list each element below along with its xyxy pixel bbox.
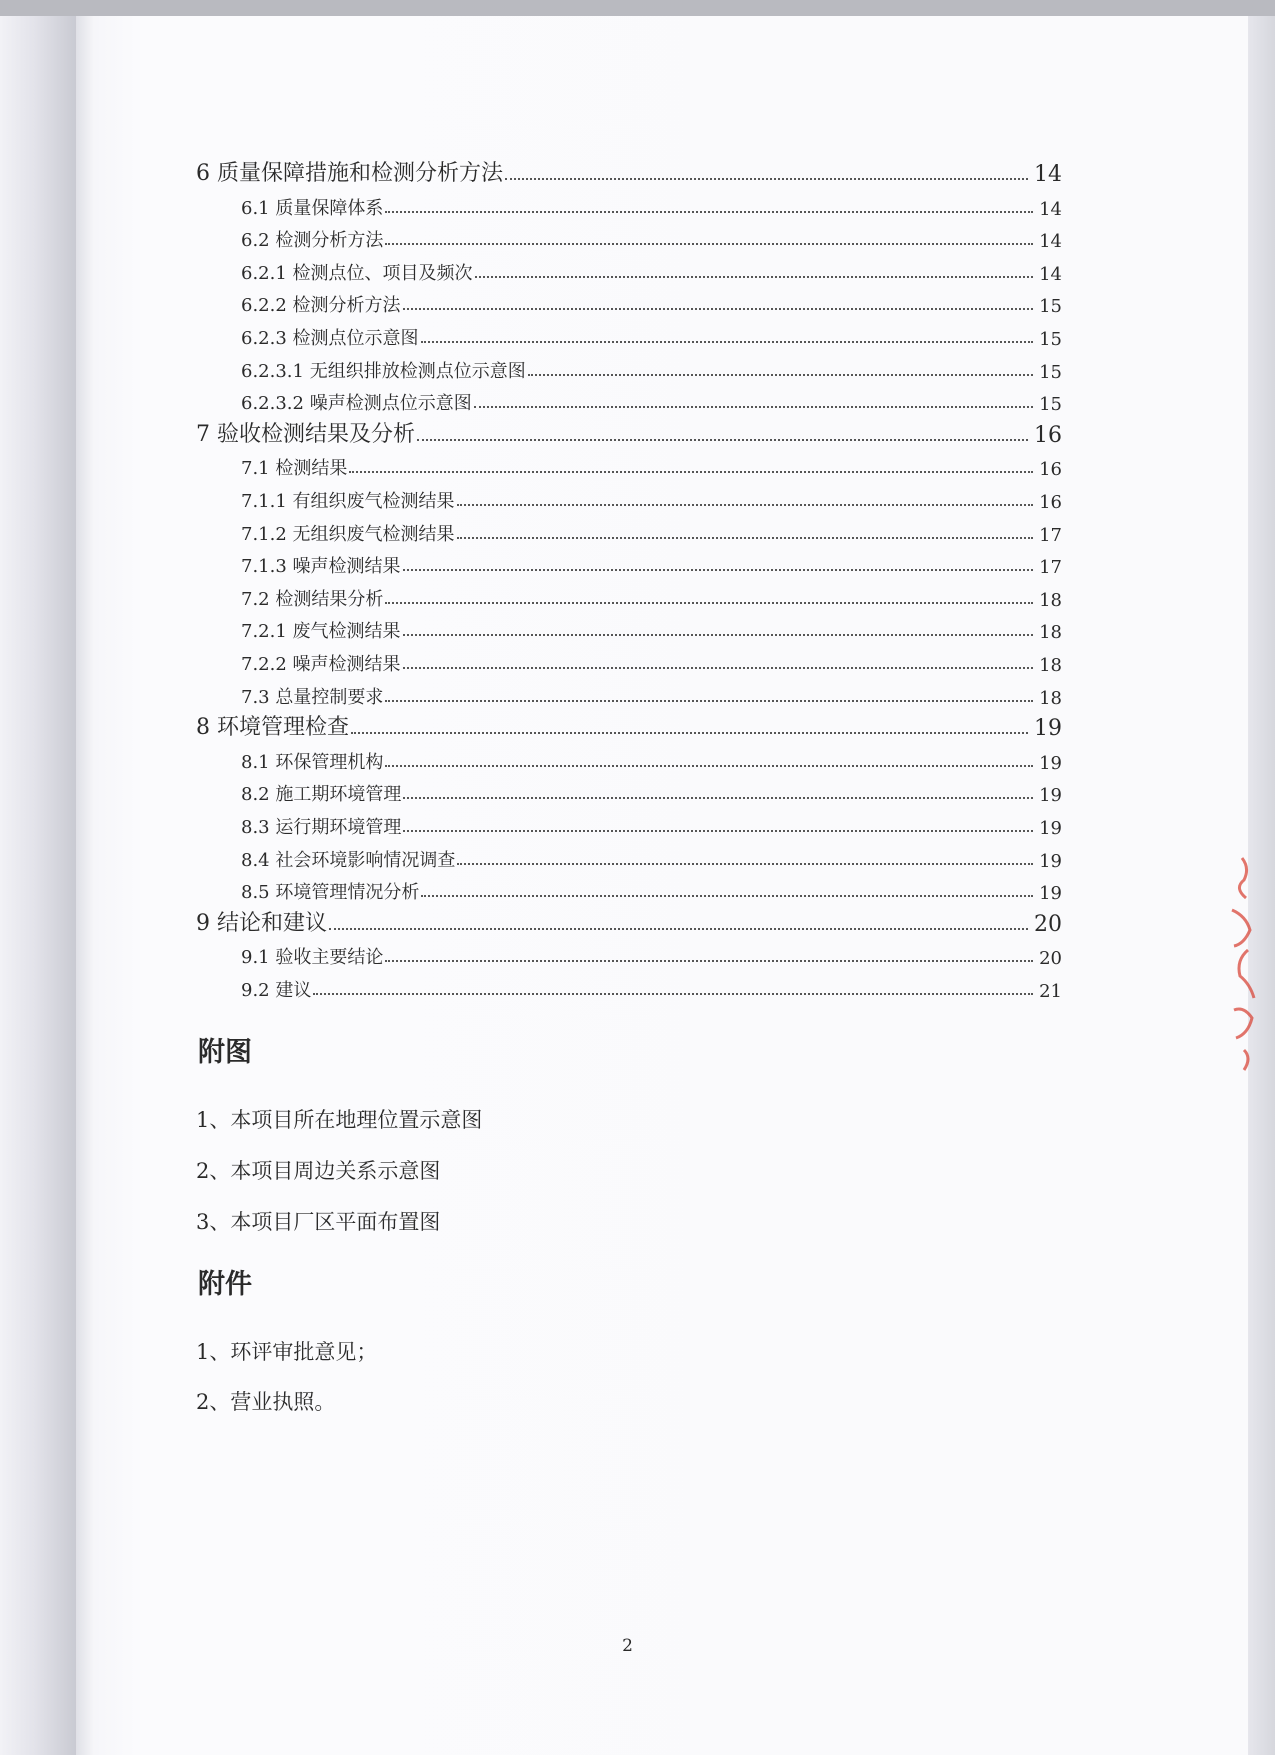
- toc-entry-title: 9 结论和建议: [196, 910, 327, 936]
- binding-spine: [0, 16, 76, 1755]
- toc-dot-leader: [385, 602, 1033, 604]
- toc-entry-title: 6 质量保障措施和检测分析方法: [196, 161, 503, 186]
- toc-dot-leader: [475, 276, 1034, 278]
- toc-chapter-row: [196, 907, 1062, 937]
- attachments-heading: 附件: [198, 1269, 252, 1300]
- toc-dot-leader: [351, 732, 1028, 734]
- toc-section-row: [241, 581, 1062, 611]
- toc-dot-leader: [349, 471, 1033, 473]
- toc-entry-page: 17: [1039, 557, 1062, 579]
- toc-entry-title: 6.2.2 检测分析方法: [241, 295, 401, 317]
- toc-dot-leader: [421, 895, 1033, 897]
- toc-entry-title: 7.1 检测结果: [241, 458, 348, 480]
- toc-entry-page: 21: [1039, 981, 1062, 1002]
- toc-dot-leader: [403, 634, 1034, 636]
- toc-section-row: [241, 287, 1062, 317]
- figure-item: 1、本项目所在地理位置示意图: [196, 1108, 483, 1132]
- toc-entry-page: 19: [1039, 752, 1062, 774]
- toc-dot-leader: [403, 569, 1034, 571]
- toc-entry-page: 14: [1034, 162, 1062, 187]
- toc-entry-title: 7.1.3 噪声检测结果: [241, 556, 401, 578]
- toc-section-row: [241, 613, 1062, 643]
- toc-section-row: [241, 842, 1062, 872]
- attachment-item: 1、环评审批意见；: [196, 1340, 378, 1364]
- toc-section-row: [241, 646, 1062, 676]
- toc-section-row: [241, 776, 1062, 806]
- toc-entry-page: 15: [1039, 329, 1062, 350]
- toc-entry-page: 16: [1034, 422, 1062, 448]
- toc-entry-page: 20: [1039, 948, 1062, 970]
- toc-entry-page: 17: [1039, 524, 1062, 546]
- toc-section-row: [241, 972, 1062, 1002]
- figure-item: 2、本项目周边关系示意图: [196, 1159, 441, 1183]
- toc-entry-title: 7.1.1 有组织废气检测结果: [241, 491, 455, 512]
- toc-dot-leader: [385, 211, 1033, 213]
- toc-section-row: [241, 483, 1062, 513]
- toc-entry-page: 19: [1039, 883, 1062, 905]
- toc-dot-leader: [385, 960, 1033, 962]
- toc-dot-leader: [417, 439, 1028, 441]
- toc-entry-title: 7.1.2 无组织废气检测结果: [241, 523, 455, 545]
- toc-entry-title: 6.2.3 检测点位示意图: [241, 328, 419, 349]
- attachment-item: 2、营业执照。: [196, 1390, 336, 1414]
- toc-dot-leader: [457, 537, 1034, 539]
- toc-section-row: [241, 320, 1062, 350]
- toc-section-row: [241, 548, 1062, 578]
- toc-entry-title: 6.2.1 检测点位、项目及频次: [241, 262, 473, 284]
- scan-top-edge: [0, 0, 1275, 16]
- toc-entry-page: 16: [1039, 459, 1062, 481]
- toc-entry-title: 7.2.1 废气检测结果: [241, 621, 401, 643]
- toc-entry-page: 16: [1039, 492, 1062, 513]
- toc-section-row: [241, 679, 1062, 709]
- toc-entry-title: 6.1 质量保障体系: [241, 197, 384, 219]
- toc-section-row: [241, 450, 1062, 480]
- toc-entry-title: 8.4 社会环境影响情况调查: [241, 849, 456, 871]
- toc-section-row: [241, 939, 1062, 969]
- toc-dot-leader: [457, 863, 1033, 865]
- toc-section-row: [241, 255, 1062, 285]
- toc-section-row: [241, 744, 1062, 774]
- toc-entry-page: 15: [1039, 394, 1062, 416]
- toc-chapter-row: [196, 711, 1062, 741]
- toc-entry-page: 14: [1039, 263, 1062, 285]
- toc-entry-page: 18: [1039, 655, 1062, 676]
- toc-entry-page: 19: [1039, 785, 1062, 807]
- toc-entry-page: 14: [1039, 231, 1062, 253]
- toc-dot-leader: [403, 797, 1033, 799]
- toc-section-row: [241, 874, 1062, 904]
- toc-section-row: [241, 385, 1062, 415]
- toc-entry-title: 7 验收检测结果及分析: [196, 421, 415, 447]
- toc-entry-title: 9.2 建议: [241, 980, 312, 1001]
- toc-section-row: [241, 190, 1062, 220]
- toc-dot-leader: [505, 178, 1028, 180]
- toc-entry-page: 15: [1039, 361, 1062, 383]
- toc-dot-leader: [403, 308, 1034, 310]
- toc-entry-title: 7.3 总量控制要求: [241, 686, 384, 708]
- toc-dot-leader: [403, 667, 1034, 669]
- toc-dot-leader: [313, 993, 1033, 995]
- toc-dot-leader: [421, 341, 1034, 343]
- toc-entry-title: 8.2 施工期环境管理: [241, 784, 402, 806]
- toc-dot-leader: [474, 406, 1033, 408]
- toc-dot-leader: [329, 928, 1028, 930]
- toc-entry-page: 19: [1039, 850, 1062, 872]
- toc-entry-title: 6.2 检测分析方法: [241, 230, 384, 252]
- toc-entry-page: 14: [1039, 198, 1062, 220]
- toc-dot-leader: [385, 243, 1033, 245]
- toc-dot-leader: [457, 504, 1034, 506]
- toc-section-row: [241, 353, 1062, 383]
- toc-entry-title: 6.2.3.1 无组织排放检测点位示意图: [241, 360, 526, 382]
- toc-entry-page: 19: [1034, 716, 1062, 742]
- figure-item: 3、本项目厂区平面布置图: [196, 1210, 441, 1234]
- toc-entry-title: 6.2.3.2 噪声检测点位示意图: [241, 393, 472, 415]
- toc-entry-title: 9.1 验收主要结论: [241, 947, 384, 969]
- toc-entry-title: 8.3 运行期环境管理: [241, 817, 402, 838]
- toc-entry-title: 8.5 环境管理情况分析: [241, 882, 420, 904]
- toc-section-row: [241, 809, 1062, 839]
- toc-section-row: [241, 516, 1062, 546]
- figures-heading: 附图: [198, 1037, 252, 1068]
- page-number: 2: [622, 1636, 633, 1656]
- toc-chapter-row: [196, 157, 1062, 187]
- toc-entry-title: 7.2 检测结果分析: [241, 588, 384, 610]
- toc-entry-page: 18: [1039, 687, 1062, 709]
- toc-entry-title: 8.1 环保管理机构: [241, 751, 384, 773]
- toc-entry-title: 7.2.2 噪声检测结果: [241, 654, 401, 675]
- toc-entry-page: 18: [1039, 622, 1062, 644]
- toc-section-row: [241, 222, 1062, 252]
- toc-dot-leader: [385, 765, 1033, 767]
- toc-entry-page: 20: [1034, 911, 1062, 937]
- toc-dot-leader: [385, 700, 1033, 702]
- toc-entry-title: 8 环境管理检查: [196, 715, 349, 741]
- red-seal-stamp: [1222, 850, 1262, 1090]
- toc-entry-page: 15: [1039, 296, 1062, 318]
- toc-entry-page: 18: [1039, 589, 1062, 611]
- toc-entry-page: 19: [1039, 818, 1062, 839]
- toc-dot-leader: [403, 830, 1033, 832]
- toc-dot-leader: [528, 374, 1033, 376]
- toc-chapter-row: [196, 418, 1062, 448]
